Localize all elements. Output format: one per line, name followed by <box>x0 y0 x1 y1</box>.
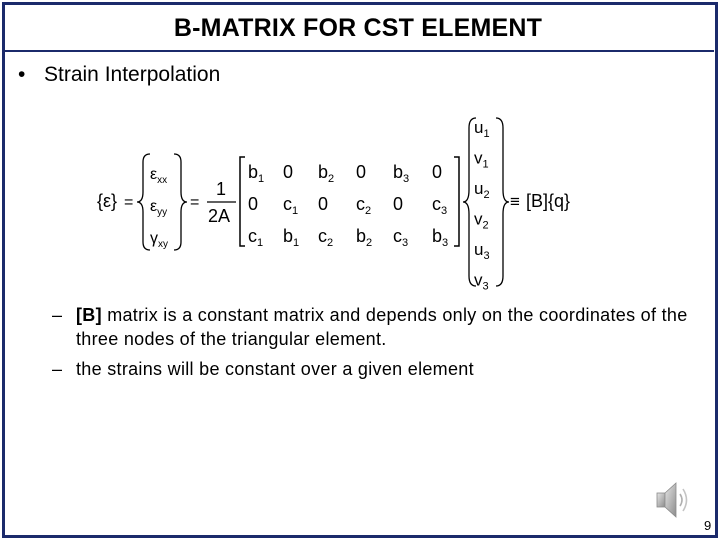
dof-left-brace <box>463 118 476 286</box>
matrix-left-bracket <box>240 157 245 246</box>
b-matrix-equation <box>0 110 720 295</box>
rhs-bq: [B]{q} <box>526 191 571 211</box>
matrix-entry-r1c5: $b_3$ <box>393 162 410 185</box>
identity-symbol: ≡ <box>510 192 520 211</box>
sub-bullet-1-text: matrix is a constant matrix and depends only on the coordinates of the three nodes of the triangular element. <box>76 305 688 349</box>
matrix-entry-r1c6: 0 <box>432 162 443 182</box>
sub-bullet-dash: – <box>52 359 63 379</box>
dof-u1: $u_1$ <box>474 118 490 140</box>
factor-denominator: 2A <box>208 206 231 226</box>
sub-bullet-2 <box>52 357 702 381</box>
matrix-entry-r3c1: $c_1$ <box>248 226 264 249</box>
sub-bullet-2-text: the strains will be constant over a given element <box>76 359 474 379</box>
dof-right-brace <box>496 118 509 286</box>
title-divider <box>4 50 714 52</box>
sub-bullet-list <box>52 303 702 381</box>
matrix-entry-r3c5: $c_3$ <box>393 226 409 249</box>
matrix-entry-r3c6: $b_3$ <box>432 226 449 249</box>
matrix-entry-r3c3: $c_2$ <box>318 226 334 249</box>
strain-right-brace <box>174 154 187 250</box>
strain-xx: $\varepsilon_{xx}$ <box>150 166 168 186</box>
matrix-entry-r3c2: $b_1$ <box>283 226 300 249</box>
bullet-strain-interpolation <box>18 63 220 87</box>
speaker-icon[interactable] <box>654 478 690 522</box>
matrix-entry-r3c4: $b_2$ <box>356 226 373 249</box>
strain-xy: $\gamma_{xy}$ <box>150 230 168 250</box>
matrix-entry-r1c3: $b_2$ <box>318 162 335 185</box>
dof-v2: $v_2$ <box>474 209 489 232</box>
slide-title: B-MATRIX FOR CST ELEMENT <box>173 14 543 42</box>
equals-sign-2: = <box>190 194 200 211</box>
bullet-dot: • <box>18 63 26 86</box>
bullet-text: Strain Interpolation <box>44 63 221 86</box>
matrix-entry-r1c1: $b_1$ <box>248 162 265 185</box>
dof-v3: $v_3$ <box>474 270 489 293</box>
matrix-entry-r2c3: 0 <box>318 194 329 214</box>
matrix-entry-r2c6: $c_3$ <box>432 194 448 217</box>
matrix-entry-r1c4: 0 <box>356 162 367 182</box>
dof-u3: $u_3$ <box>474 240 490 262</box>
strain-left-brace <box>137 154 150 250</box>
equals-sign: = <box>124 194 134 211</box>
strain-vector-lhs: {ε} <box>97 191 118 211</box>
matrix-entry-r1c2: 0 <box>283 162 294 182</box>
dof-v1: $v_1$ <box>474 148 489 171</box>
sub-bullet-1 <box>52 303 702 351</box>
b-matrix-label: [B] <box>76 305 102 325</box>
sub-bullet-dash: – <box>52 305 63 325</box>
matrix-entry-r2c5: 0 <box>393 194 404 214</box>
factor-numerator: 1 <box>216 179 227 199</box>
dof-u2: $u_2$ <box>474 179 490 201</box>
page-number: 9 <box>704 518 712 533</box>
matrix-right-bracket <box>454 157 459 246</box>
matrix-entry-r2c2: $c_1$ <box>283 194 299 217</box>
strain-yy: $\varepsilon_{yy}$ <box>150 198 168 218</box>
matrix-entry-r2c1: 0 <box>248 194 259 214</box>
matrix-entry-r2c4: $c_2$ <box>356 194 372 217</box>
